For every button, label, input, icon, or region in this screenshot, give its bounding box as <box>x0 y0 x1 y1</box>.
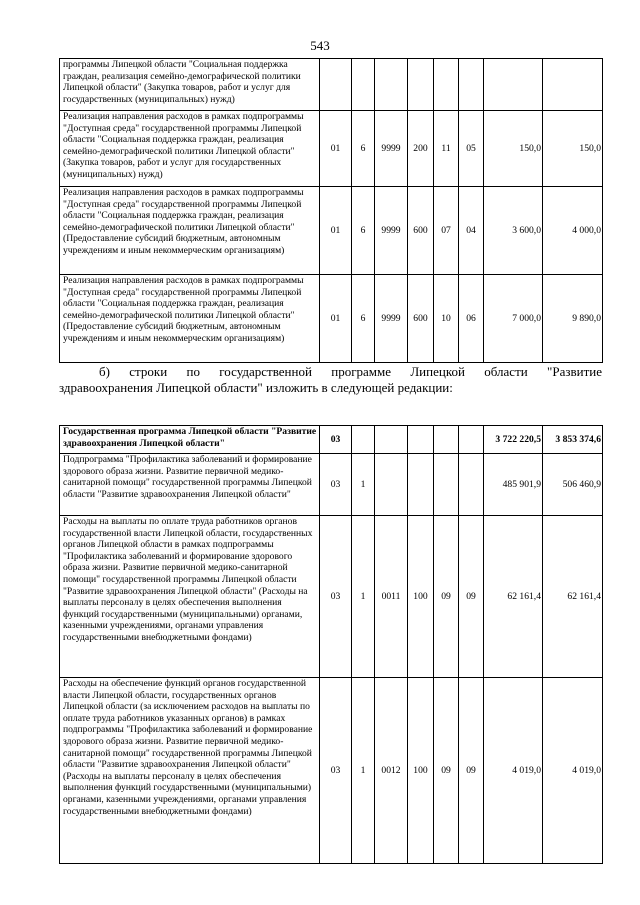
code-section: 11 <box>434 111 459 187</box>
code-subsection: 09 <box>459 678 484 864</box>
table-row <box>60 678 603 864</box>
amount-year-1: 7 000,0 <box>484 275 543 363</box>
code-expense-type: 600 <box>408 275 434 363</box>
table-row <box>60 454 603 516</box>
code-subprogram: 1 <box>352 516 375 678</box>
code-section: 10 <box>434 275 459 363</box>
code-direction <box>375 454 408 516</box>
table-row <box>60 516 603 678</box>
code-subsection: 04 <box>459 187 484 275</box>
amount-year-1: 3 600,0 <box>484 187 543 275</box>
code-section: 09 <box>434 516 459 678</box>
code-direction: 9999 <box>375 275 408 363</box>
amount-year-2: 150,0 <box>543 111 603 187</box>
code-expense-type <box>408 426 434 454</box>
table-row <box>60 275 603 363</box>
code-program: 03 <box>320 426 352 454</box>
amount-year-1: 485 901,9 <box>484 454 543 516</box>
code-subprogram <box>352 426 375 454</box>
code-expense-type <box>408 454 434 516</box>
amount-year-1 <box>484 59 543 111</box>
row-description: программы Липецкой области "Социальная поддержка граждан, реализация семейно-демографической политики Липецкой области" (Закупка товаров, работ и услуг для государственных (муниципальных) нужд) <box>60 59 320 111</box>
code-program: 01 <box>320 187 352 275</box>
table-row <box>60 59 603 111</box>
code-section <box>434 59 459 111</box>
table-row <box>60 187 603 275</box>
code-program: 03 <box>320 516 352 678</box>
row-description: Государственная программа Липецкой области "Развитие здравоохранения Липецкой области" <box>60 426 320 454</box>
code-direction: 0012 <box>375 678 408 864</box>
amendment-paragraph <box>59 364 602 395</box>
code-subsection <box>459 59 484 111</box>
row-description: Реализация направления расходов в рамках подпрограммы "Доступная среда" государственной программы Липецкой области "Социальная поддержка граждан, реализация семейно-демографической политики Липецкой области" (Закупка товаров, работ и услуг для государственных (муниципальных) нужд) <box>60 111 320 187</box>
code-direction: 0011 <box>375 516 408 678</box>
code-subsection: 06 <box>459 275 484 363</box>
amount-year-1: 150,0 <box>484 111 543 187</box>
code-expense-type: 100 <box>408 516 434 678</box>
table-row <box>60 426 603 454</box>
paragraph-line-1: б) строки по государственной программе Липецкой области "Развитие <box>99 364 602 379</box>
row-description: Расходы на обеспечение функций органов государственной власти Липецкой области, государственных органов Липецкой области (за исключением расходов на выплаты по оплате труда работников указанных органов) в рамках подпрограммы "Профилактика заболеваний и формирование здорового образа жизни. Развитие первичной медико-санитарной помощи" государственной программы Липецкой области "Развитие здравоохранения Липецкой области" (Расходы на выплаты персоналу в целях обеспечения выполнения функций государственными (муниципальными) органами, казенными учреждениями, органами управления государственными внебюджетными фондами) <box>60 678 320 864</box>
row-description: Подпрограмма "Профилактика заболеваний и формирование здорового образа жизни. Развитие первичной медико-санитарной помощи" государственной программы Липецкой области "Развитие здравоохранения Липецкой области" <box>60 454 320 516</box>
paragraph-line-2: здравоохранения Липецкой области" изложить в следующей редакции: <box>59 379 453 395</box>
row-description: Реализация направления расходов в рамках подпрограммы "Доступная среда" государственной программы Липецкой области "Социальная поддержка граждан, реализация семейно-демографической политики Липецкой области" (Предоставление субсидий бюджетным, автономным учреждениям и иным некоммерческим организациям) <box>60 187 320 275</box>
code-section <box>434 426 459 454</box>
code-program: 01 <box>320 111 352 187</box>
code-section: 07 <box>434 187 459 275</box>
code-subsection <box>459 454 484 516</box>
code-direction: 9999 <box>375 111 408 187</box>
code-subprogram: 6 <box>352 275 375 363</box>
code-subprogram: 6 <box>352 187 375 275</box>
code-expense-type: 200 <box>408 111 434 187</box>
budget-table-bottom <box>59 425 603 864</box>
code-program: 01 <box>320 275 352 363</box>
code-subsection: 05 <box>459 111 484 187</box>
amount-year-1: 4 019,0 <box>484 678 543 864</box>
code-expense-type <box>408 59 434 111</box>
code-expense-type: 100 <box>408 678 434 864</box>
code-subsection: 09 <box>459 516 484 678</box>
code-program <box>320 59 352 111</box>
code-program: 03 <box>320 678 352 864</box>
table-row <box>60 111 603 187</box>
amount-year-2: 3 853 374,6 <box>543 426 603 454</box>
amount-year-1: 62 161,4 <box>484 516 543 678</box>
amount-year-2: 506 460,9 <box>543 454 603 516</box>
code-subprogram: 1 <box>352 454 375 516</box>
code-direction: 9999 <box>375 187 408 275</box>
code-section <box>434 454 459 516</box>
amount-year-2: 62 161,4 <box>543 516 603 678</box>
code-section: 09 <box>434 678 459 864</box>
code-subprogram <box>352 59 375 111</box>
row-description: Расходы на выплаты по оплате труда работников органов государственной власти Липецкой области, государственных органов Липецкой области в рамках подпрограммы "Профилактика заболеваний и формирование здорового образа жизни. Развитие первичной медико-санитарной помощи" государственной программы Липецкой области "Развитие здравоохранения Липецкой области" (Расходы на выплаты персоналу в целях обеспечения выполнения функций государственными (муниципальными) органами, казенными учреждениями, органами управления государственными внебюджетными фондами) <box>60 516 320 678</box>
amount-year-2: 4 019,0 <box>543 678 603 864</box>
code-expense-type: 600 <box>408 187 434 275</box>
code-subprogram: 1 <box>352 678 375 864</box>
code-direction <box>375 426 408 454</box>
budget-table-top <box>59 58 603 363</box>
page-number: 543 <box>310 38 330 53</box>
row-description: Реализация направления расходов в рамках подпрограммы "Доступная среда" государственной программы Липецкой области "Социальная поддержка граждан, реализация семейно-демографической политики Липецкой области" (Предоставление субсидий бюджетным, автономным учреждениям и иным некоммерческим организациям) <box>60 275 320 363</box>
amount-year-2: 4 000,0 <box>543 187 603 275</box>
code-direction <box>375 59 408 111</box>
code-subprogram: 6 <box>352 111 375 187</box>
amount-year-1: 3 722 220,5 <box>484 426 543 454</box>
amount-year-2 <box>543 59 603 111</box>
code-subsection <box>459 426 484 454</box>
amount-year-2: 9 890,0 <box>543 275 603 363</box>
code-program: 03 <box>320 454 352 516</box>
